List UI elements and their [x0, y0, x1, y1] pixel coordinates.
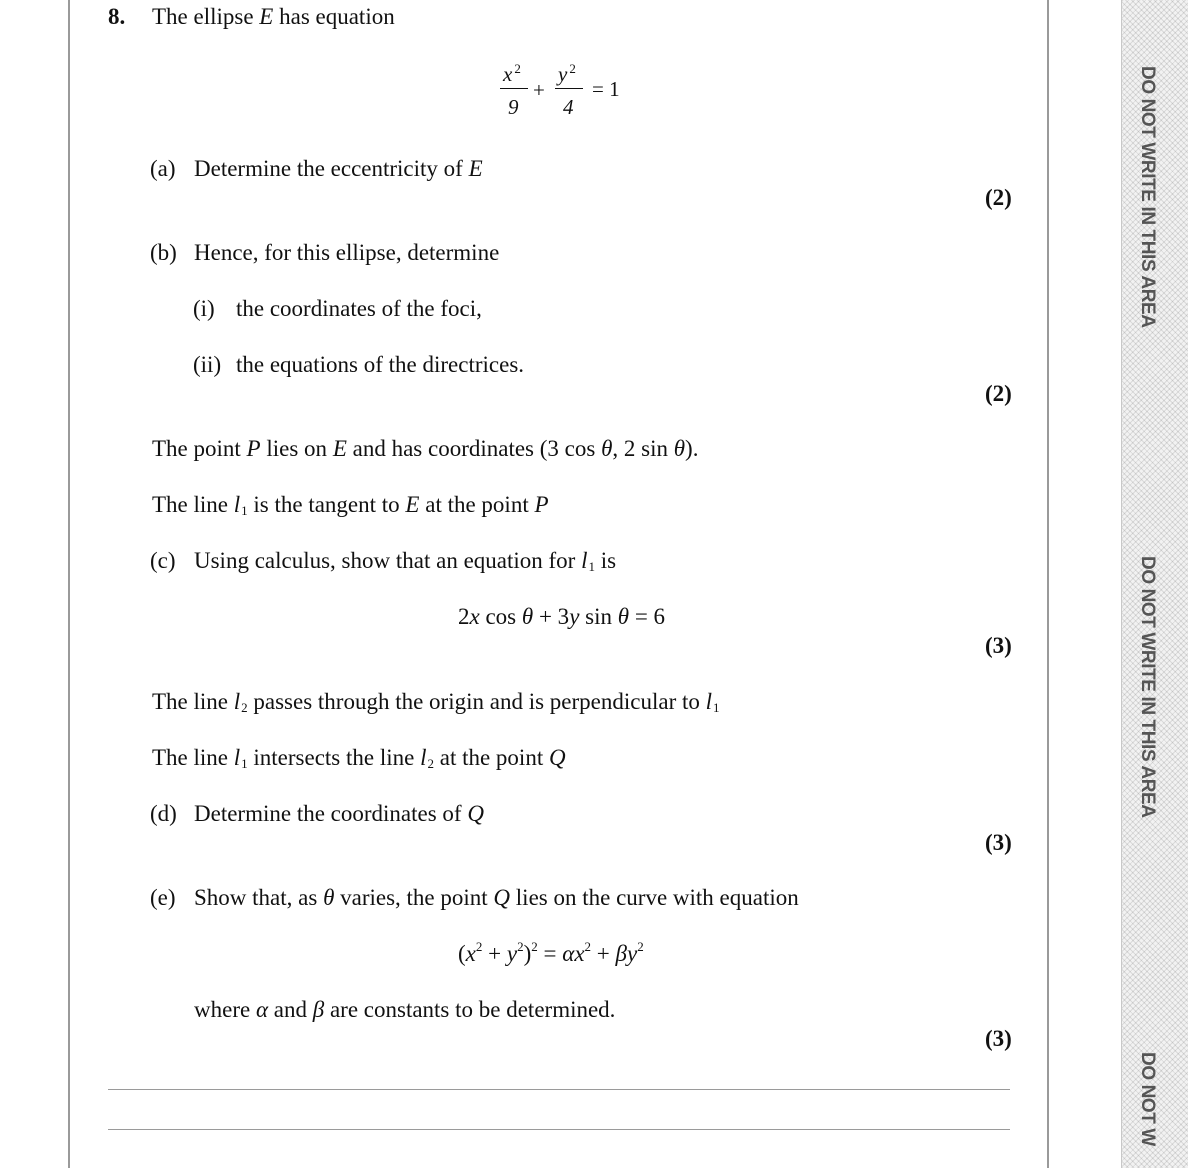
part-e-label: (e): [150, 885, 176, 910]
line-l2-statement: The line $l_2$ passes through the origin and is perpendicular to $l_1$: [152, 689, 720, 715]
part-e-text: Show that, as θ varies, the point Q lies on the curve with equation: [194, 885, 799, 910]
right-margin-rule: [1047, 0, 1049, 1168]
constants-statement: where α and β are constants to be determined.: [194, 997, 616, 1022]
answer-line[interactable]: [108, 1089, 1010, 1090]
curve-equation: $(x^2 + y^2)^2 = \alpha x^2 + \beta y^2$: [458, 939, 644, 966]
part-d-text: Determine the coordinates of Q: [194, 801, 484, 826]
part-a-marks: (2): [985, 185, 1012, 210]
question-intro: The ellipse E has equation: [152, 4, 395, 29]
part-d-marks: (3): [985, 830, 1012, 855]
tangent-equation: 2x cos θ + 3y sin θ = 6: [458, 604, 666, 629]
part-a-text: Determine the eccentricity of E: [194, 156, 483, 181]
part-b-label: (b): [150, 240, 177, 265]
question-number: 8.: [108, 4, 126, 29]
part-c-marks: (3): [985, 633, 1012, 658]
part-b-ii-text: the equations of the directrices.: [236, 352, 525, 377]
part-b-marks: (2): [985, 381, 1012, 406]
point-p-statement: The point P lies on E and has coordinates (3 cos θ, 2 sin θ).: [152, 436, 699, 461]
part-c-label: (c): [150, 548, 176, 573]
part-a-label: (a): [150, 156, 176, 181]
line-l1-statement: The line $l_1$ is the tangent to E at the point P: [152, 492, 549, 518]
part-d-label: (d): [150, 801, 177, 826]
part-b-ii-label: (ii): [193, 352, 222, 377]
part-b-text: Hence, for this ellipse, determine: [194, 240, 500, 265]
intersection-statement: The line $l_1$ intersects the line $l_2$ at the point Q: [152, 745, 566, 771]
part-b-i-text: the coordinates of the foci,: [236, 296, 482, 321]
left-margin-rule: [68, 0, 70, 1168]
part-e-marks: (3): [985, 1026, 1012, 1051]
part-b-i-label: (i): [193, 296, 215, 321]
part-c-text: Using calculus, show that an equation for $l_1$ is: [194, 548, 617, 574]
answer-line[interactable]: [108, 1129, 1010, 1130]
